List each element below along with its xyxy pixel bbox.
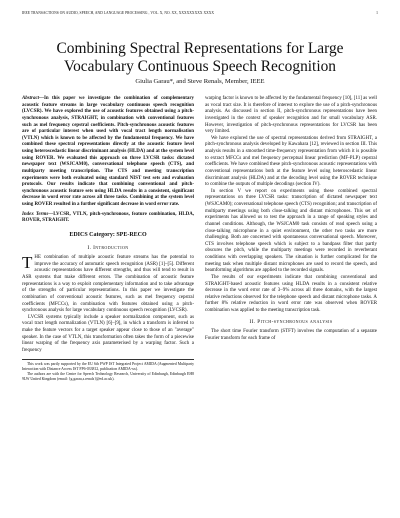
running-head-text: IEEE TRANSACTIONS ON AUDIO, SPEECH, AND LANGUAGE PROCESSING , VOL. X, NO. XX, XXXXXXXXX XXXX [22,11,215,15]
intro-paragraph-1-text: HE combination of multiple acoustic feature streams has the potential to improve the accuracy of automatic speech recognition (ASR) [1]–[5]. Different acoustic representations have different strengths, and thus will tend to result in ASR systems that make different errors. The combination of acoustic feature representations is a way to exploit complementary information and to take advantage of the strengths of particular representations. In this paper we investigate the combination of conventional acoustic features, such as mel frequency cepstral coefficients (MFCCs), in combination with features obtained using a pitch-synchronous analysis for large vocabulary continuous speech recognition (LVCSR). [22,255,194,314]
edics-category: EDICS Category: SPE-RECO [69,231,147,238]
index-terms [22,212,194,225]
right-paragraph-4: The results of our experiments indicate that combining conventional and STRAIGHT-based acoustic features using HLDA results in a consistent relative decrease in the word error rate of 3–9% across all three domains, with the largest relative reductions observed for the telephone speech and distant microphone tasks. A further 8% relative reduction in word error rate was observed when ROVER combination was applied to the meeting transcription task. [205,274,377,313]
section-heading-pitch-synchronous: II. Pitch-synchronous analysis [249,318,333,325]
paper-title: Combining Spectral Representations for Large Vocabulary Continuous Speech Recognition [56,40,344,75]
index-terms-text: —LVCSR, VTLN, pitch-synchronous, feature combination, HLDA, ROVER, STRAIGHT. [22,211,194,224]
running-head [22,11,378,15]
right-paragraph-2: We have explored the use of spectral representations derived from STRAIGHT, a pitch-synchronous analysis developed by Kawahara [12], reviewed in section III. This analysis results in a smoothed time-frequency representation from which it is possible to extract MFCCs and mel frequency perceptual linear prediction (MF-PLP) cepstral coefficients. We have combined these pitch-synchronous acoustic representations with conventional representations both at the feature level using heteroscedastic linear discriminant analysis (HLDA) and at the decoding level using the ROVER technique to combine the outputs of multiple decodings (section IV). [205,135,377,188]
drop-cap: T [22,253,33,273]
pitch-paragraph-1: The short time Fourier transform (STFT) involves the computation of a separate Fourier transform for each frame of [205,329,377,341]
abstract-text: —In this paper we investigate the combination of complementary acoustic feature streams in large vocabulary continuous speech recognition (LVCSR). We have explored the use of acoustic features obtained using a pitch-synchronous analysis, STRAIGHT, in combination with conventional features such as mel frequency cepstral coefficients. Pitch-synchronous acoustic features are of particular interest when used with vocal tract length normalisation (VTLN) which is known to be affected by the fundamental frequency. We have combined these spectral representations directly at the acoustic feature level using heteroscedastic linear discriminant analysis (HLDA) and at the system level using ROVER. We evaluated this approach on three LVCSR tasks: dictated newspaper text (WSJCAM0), conversational telephone speech (CTS), and multiparty meeting transcription. The CTS and meeting transcription experiments were both evaluated using standard NIST test sets and evaluation protocols. Our results indicate that combining conventional and pitch-synchronous acoustic feature sets using HLDA results in a consistent, significant decrease in word error rate across all three tasks. Combining at the system level using ROVER resulted in a further significant decrease in word error rate. [22,96,194,207]
left-column [22,96,194,382]
footnote-funding: This work was partly supported by the EU 6th FWP IST Integrated Project AMIDA (Augmented Multiparty Interaction with Distance Access IST FP6-033812, publication AMIDA-xx). [22,361,194,371]
right-paragraph-3: In section V we report on experiments using these combined spectral representations on three LVCSR tasks: transcription of dictated newspaper text (WSJCAM0); conversational telephone speech (CTS) recognition; and transcription of multiparty meetings using both close-talking and distant microphones. This set of experiments has allowed us to test the approach in a range of speaking styles and channel conditions. Although, the WSJCAM0 task consists of read speech using a close-talking microphone in a quiet environment, the other two tasks are more challenging. Both are concerned with spontaneous conversational speech. Moreover, CTS involves telephone speech which is subject to a bandpass filter that partly obscures the pitch, while the multiparty meetings were recorded in reverberant conditions with overlapping speakers. The situation is further complicated for the meeting task when multiple distant microphones are used to record the speech, and beamforming algorithms are applied to the recorded signals. [205,188,377,274]
intro-paragraph-1 [22,255,194,315]
right-paragraph-1: warping factor is known to be affected by the fundamental frequency [10], [11] as well as vocal tract size. It is therefore of interest to explore the use of a pitch-synchronous analysis. As discussed in section II, pitch-synchronous representations have been investigated in the context of speaker recognition and for small vocabulary ASR. However, investigation of pitch-synchronous representations for LVCSR has been very limited. [205,96,377,135]
abstract [22,96,194,209]
page-number: 1 [376,11,378,15]
right-column [205,96,377,343]
index-terms-label: Index Terms [22,211,49,217]
section-heading-introduction: I. Introduction [87,244,129,251]
intro-paragraph-2: LVCSR systems typically include a speaker normalization component, such as vocal tract length normalization (VTLN) [6]–[9], in which a transform is inferred to make the feature vectors for a target speaker appear close to those of an "average" speaker. In the case of VTLN, this transformation often takes the form of a piecewise linear warping of the frequency axis parameterised by a warping factor. Such a frequency [22,314,194,353]
abstract-label: Abstract [22,96,40,101]
footnote [22,359,194,382]
footnote-affiliation: The authors are with the Centre for Speech Technology Research, University of Edinburgh, Edinburgh EH8 9LW United Kingdom (email: {g.garau,s.renals}@ed.ac.uk). [22,371,194,381]
author-line: Giulia Garau*, and Steve Renals, Member, IEEE [135,78,265,85]
